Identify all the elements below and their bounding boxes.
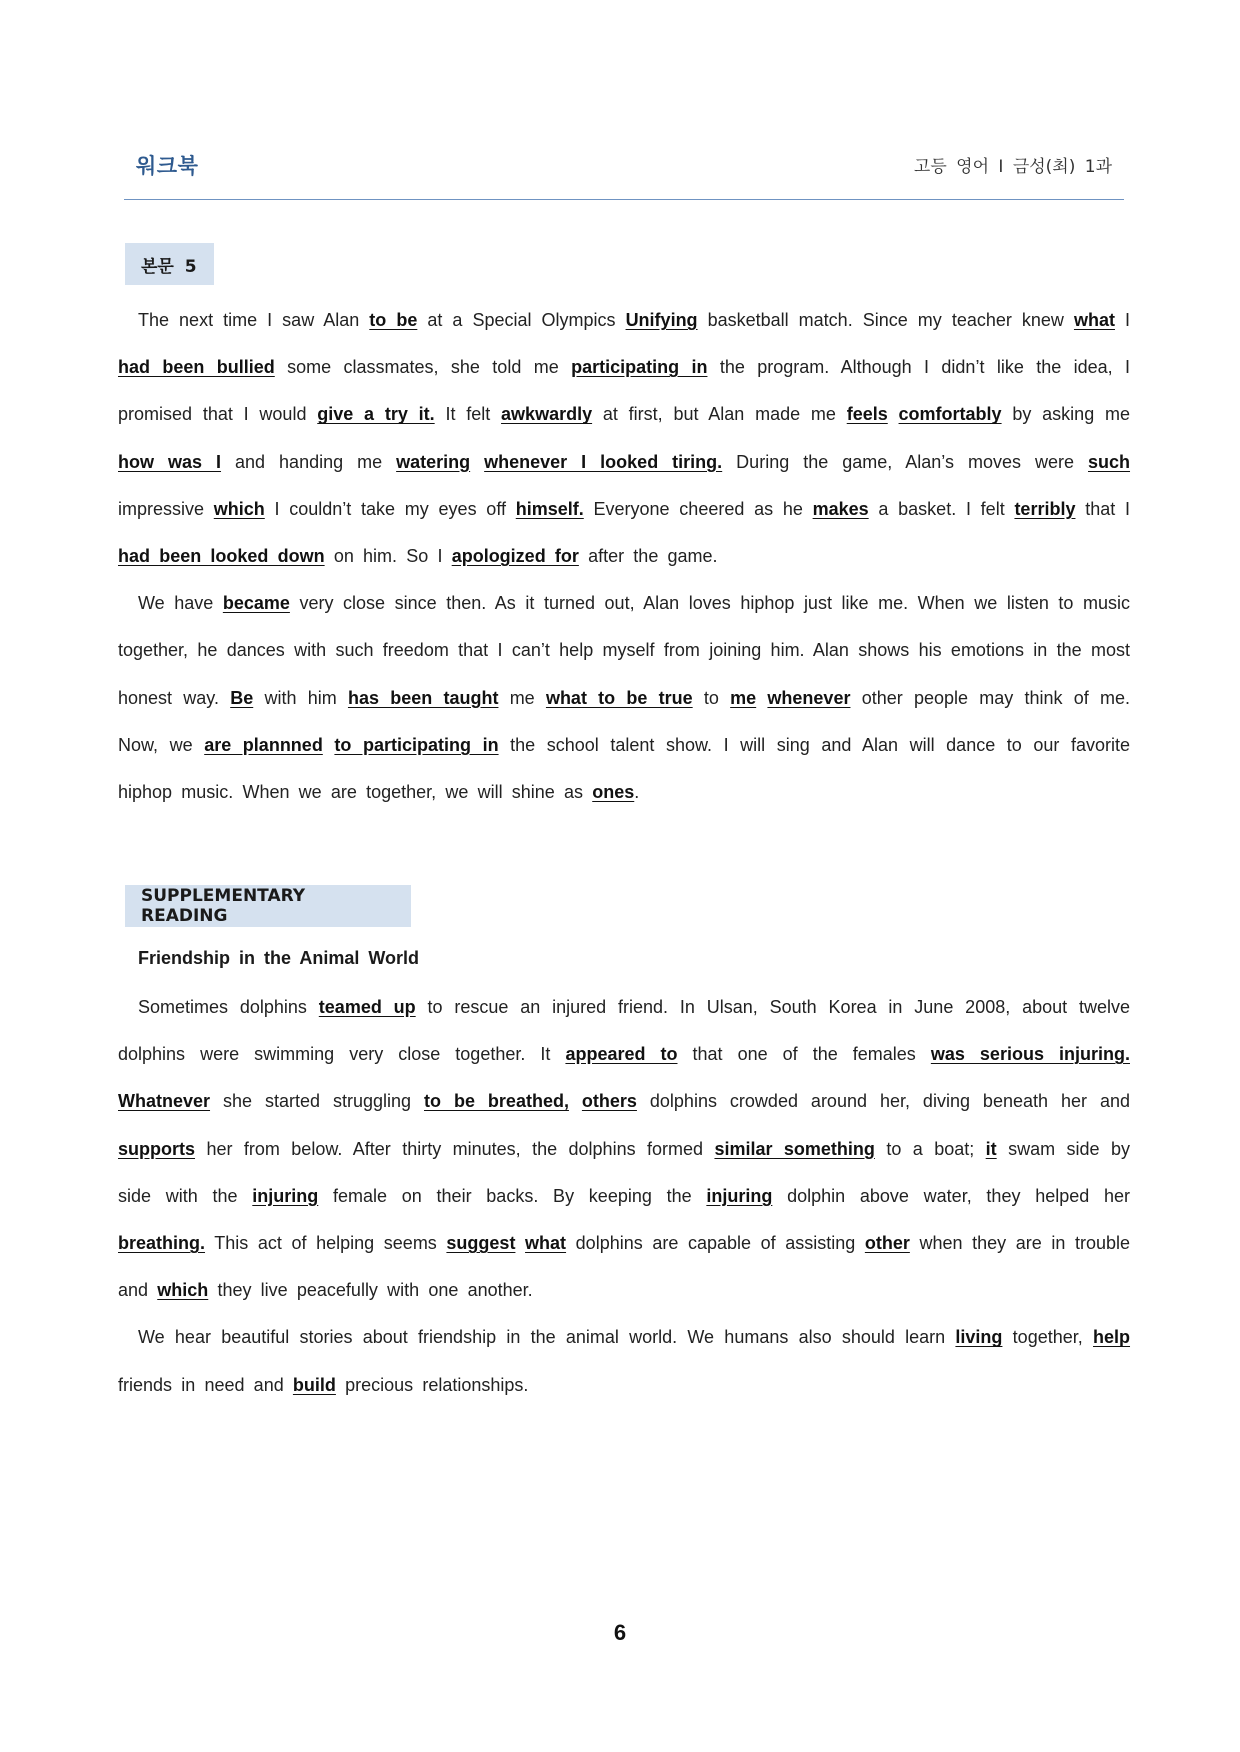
- underlined-phrase: are plannned: [204, 734, 323, 755]
- underlined-phrase: whenever: [767, 687, 851, 708]
- text-run: very close since then. As it turned out, Alan loves hiphop just like me. When we listen to music together, he dances with such freedom that I can’t help myself from joining him. Alan shows his emotions in the most honest way.: [118, 593, 1130, 708]
- underlined-phrase: breathing.: [118, 1233, 206, 1254]
- text-run: on him. So I: [324, 546, 452, 567]
- underlined-phrase: help: [1093, 1327, 1131, 1348]
- supplementary-title: Friendship in the Animal World: [138, 948, 420, 968]
- text-run: [756, 688, 767, 708]
- underlined-phrase: which: [157, 1280, 209, 1301]
- text-run: basketball match. Since my teacher knew: [697, 310, 1074, 330]
- text-run: together,: [1002, 1327, 1093, 1348]
- text-run: The next time I saw Alan: [138, 310, 370, 330]
- course-info: 고등 영어 I 금성(최) 1과: [913, 157, 1112, 177]
- text-run: We have: [138, 593, 223, 614]
- underlined-phrase: injuring: [706, 1185, 773, 1206]
- paragraph: [118, 1314, 1130, 1408]
- text-run: some classmates, she told me: [274, 357, 572, 378]
- text-run: to a boat;: [874, 1138, 986, 1159]
- underlined-phrase: build: [292, 1374, 336, 1395]
- text-run: .: [634, 782, 640, 803]
- supplementary-passage: [118, 984, 1130, 1409]
- section-tag-main-text: 본문 5: [125, 243, 214, 285]
- underlined-phrase: awkwardly: [501, 404, 593, 425]
- text-run: she started struggling: [210, 1091, 424, 1112]
- header-divider: [124, 199, 1124, 200]
- underlined-phrase: appeared to: [565, 1044, 678, 1065]
- main-passage: [118, 297, 1130, 816]
- underlined-phrase: Be: [230, 687, 254, 708]
- underlined-phrase: me: [730, 687, 757, 708]
- text-run: Everyone cheered as he: [583, 498, 813, 519]
- text-run: that one of the females: [677, 1044, 931, 1065]
- underlined-phrase: feels: [846, 404, 888, 425]
- underlined-phrase: how was I: [118, 451, 222, 472]
- text-run: [569, 1091, 582, 1111]
- underlined-phrase: what to be true: [545, 687, 693, 708]
- text-run: We hear beautiful stories about friendship in the animal world. We humans also should learn: [138, 1327, 956, 1348]
- section-tag-supplementary: SUPPLEMENTARY READING: [125, 885, 411, 927]
- text-run: by asking me: [1001, 404, 1130, 425]
- text-run: I couldn’t take my eyes off: [264, 498, 516, 519]
- underlined-phrase: Unifying: [625, 310, 698, 330]
- text-run: [323, 735, 335, 755]
- underlined-phrase: apologized for: [451, 546, 579, 567]
- text-run: [470, 452, 484, 472]
- text-run: friends in need and: [118, 1374, 293, 1395]
- workbook-title: 워크북: [136, 154, 199, 178]
- underlined-phrase: whenever I looked tiring.: [484, 451, 723, 472]
- text-run: [515, 1233, 525, 1253]
- underlined-phrase: living: [955, 1327, 1003, 1348]
- paragraph: [118, 580, 1130, 816]
- text-run: It felt: [434, 404, 502, 425]
- underlined-phrase: has been taught: [347, 687, 499, 708]
- text-run: the program. Although I didn’t like the idea, I promised that I would: [118, 357, 1130, 425]
- text-run: the school talent show. I will sing and Alan will dance to our favorite hiphop music. When we are together, we will shine as: [118, 734, 1131, 803]
- underlined-phrase: to be breathed,: [424, 1091, 569, 1112]
- underlined-phrase: such: [1088, 451, 1131, 472]
- underlined-phrase: it: [985, 1138, 997, 1159]
- text-run: precious relationships.: [335, 1374, 529, 1395]
- page-header: [124, 136, 1124, 176]
- underlined-phrase: ones: [592, 782, 635, 803]
- underlined-phrase: participating in: [571, 357, 708, 378]
- text-run: Sometimes dolphins: [138, 997, 319, 1017]
- text-run: I: [1114, 310, 1131, 330]
- underlined-phrase: suggest: [446, 1233, 516, 1254]
- text-run: with him: [253, 687, 348, 708]
- text-run: at a Special Olympics: [417, 310, 626, 330]
- underlined-phrase: supports: [118, 1138, 196, 1159]
- underlined-phrase: was serious injuring.: [930, 1044, 1130, 1065]
- text-run: after the game.: [578, 546, 718, 567]
- underlined-phrase: became: [222, 593, 290, 614]
- underlined-phrase: makes: [812, 498, 869, 519]
- underlined-phrase: to be: [369, 310, 418, 330]
- underlined-phrase: himself.: [515, 498, 584, 519]
- underlined-phrase: others: [581, 1091, 637, 1112]
- text-run: female on their backs. By keeping the: [318, 1185, 707, 1206]
- underlined-phrase: other: [864, 1233, 910, 1254]
- text-run: impressive: [118, 498, 214, 519]
- underlined-phrase: give a try it.: [317, 404, 435, 425]
- text-run: dolphin above water, they helped her: [772, 1185, 1131, 1206]
- page-number: 6: [613, 1620, 627, 1645]
- underlined-phrase: Whatnever: [118, 1091, 211, 1112]
- underlined-phrase: had been bullied: [118, 357, 275, 378]
- paragraph: [118, 984, 1130, 1314]
- underlined-phrase: had been looked down: [118, 546, 325, 567]
- underlined-phrase: teamed up: [318, 997, 416, 1017]
- text-run: dolphins crowded around her, diving beneath her and: [636, 1091, 1130, 1112]
- text-run: During the game, Alan’s moves were: [722, 451, 1088, 472]
- text-run: to: [692, 687, 731, 708]
- underlined-phrase: injuring: [252, 1185, 319, 1206]
- underlined-phrase: what: [1073, 310, 1115, 330]
- text-run: when they are in trouble and: [118, 1233, 1130, 1301]
- text-run: a basket. I felt: [868, 498, 1015, 519]
- text-run: swam side by side with the: [118, 1138, 1130, 1206]
- text-run: This act of helping seems: [205, 1233, 447, 1254]
- text-run: me: [498, 687, 546, 708]
- text-run: [888, 404, 899, 424]
- text-run: other people may think of me. Now, we: [118, 687, 1131, 755]
- paragraph: [118, 297, 1130, 580]
- underlined-phrase: to participating in: [334, 734, 499, 755]
- underlined-phrase: what: [525, 1233, 567, 1254]
- underlined-phrase: comfortably: [898, 404, 1002, 425]
- text-run: to rescue an injured friend. In Ulsan, South Korea in June 2008, about twelve dolphins were swimming very close together. It: [118, 997, 1130, 1065]
- underlined-phrase: terribly: [1014, 498, 1076, 519]
- underlined-phrase: similar something: [714, 1138, 875, 1159]
- text-run: at first, but Alan made me: [592, 404, 847, 425]
- text-run: that I: [1075, 498, 1130, 519]
- text-run: and handing me: [221, 451, 397, 472]
- underlined-phrase: watering: [396, 451, 471, 472]
- underlined-phrase: which: [213, 498, 265, 519]
- text-run: they live peacefully with one another.: [208, 1280, 533, 1301]
- text-run: her from below. After thirty minutes, the dolphins formed: [195, 1138, 715, 1159]
- text-run: dolphins are capable of assisting: [566, 1233, 865, 1254]
